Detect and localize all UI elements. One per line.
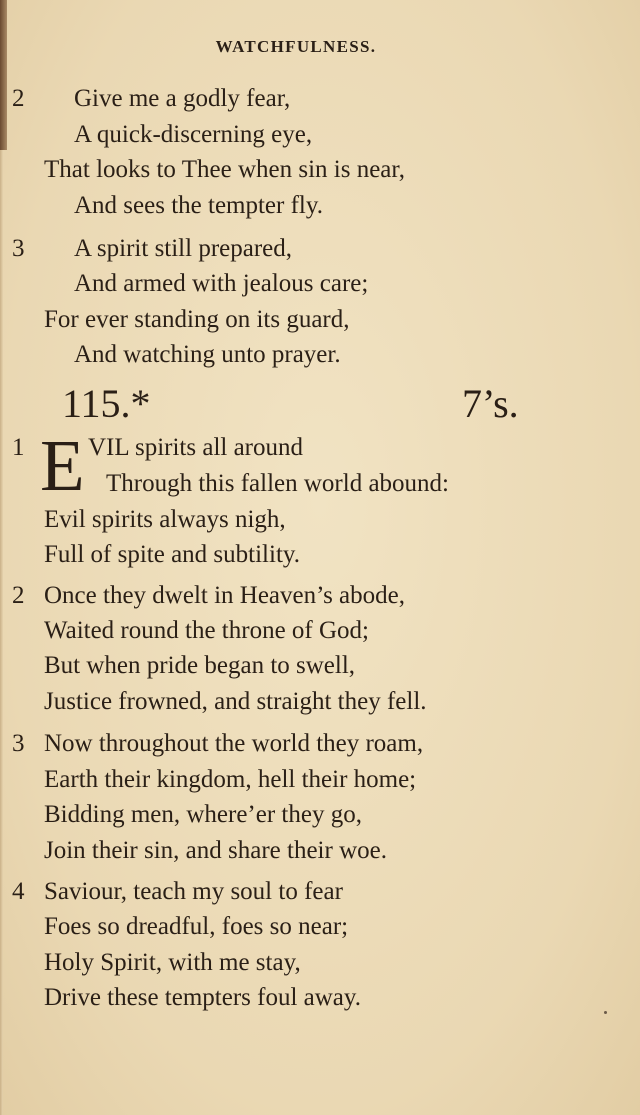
verse-line: And sees the tempter fly. xyxy=(74,192,323,219)
verse-line: Justice frowned, and straight they fell. xyxy=(44,688,427,715)
verse-line: Waited round the throne of God; xyxy=(44,617,369,644)
verse-line: That looks to Thee when sin is near, xyxy=(44,156,405,183)
verse-line: Evil spirits always nigh, xyxy=(44,506,286,533)
drop-cap: E xyxy=(40,425,85,506)
verse-line: Foes so dreadful, foes so near; xyxy=(44,913,349,940)
page-spine-shadow xyxy=(0,0,7,150)
verse-line: Saviour, teach my soul to fear xyxy=(44,878,343,905)
verse-line: A spirit still prepared, xyxy=(74,235,293,262)
verse-line: And watching unto prayer. xyxy=(74,341,341,368)
verse-line: Join their sin, and share their woe. xyxy=(44,837,387,864)
verse-line: Holy Spirit, with me stay, xyxy=(44,949,301,976)
stanza-number: 4 xyxy=(12,878,25,905)
hymn-number: 115.* xyxy=(62,381,151,426)
verse-line: And armed with jealous care; xyxy=(74,270,369,297)
verse-line: Earth their kingdom, hell their home; xyxy=(44,766,417,793)
stanza-number: 3 xyxy=(12,730,25,757)
verse-line: VIL spirits all around xyxy=(88,434,304,461)
running-header: WATCHFULNESS. xyxy=(215,37,377,56)
verse-line: A quick-discerning eye, xyxy=(74,121,313,148)
verse-line: Bidding men, where’er they go, xyxy=(44,801,362,828)
hymn-meter: 7’s. xyxy=(462,381,519,426)
verse-line: Once they dwelt in Heaven’s abode, xyxy=(44,582,405,609)
stanza-number: 3 xyxy=(12,235,25,262)
stanza-number: 2 xyxy=(12,85,25,112)
stanza-number: 1 xyxy=(12,434,25,461)
verse-line: Drive these tempters foul away. xyxy=(44,984,362,1011)
verse-line: For ever standing on its guard, xyxy=(44,306,350,333)
verse-line: Now throughout the world they roam, xyxy=(44,730,424,757)
page-edge-shadow xyxy=(0,150,3,1115)
verse-line: But when pride began to swell, xyxy=(44,652,356,679)
verse-line: Give me a godly fear, xyxy=(74,85,291,112)
verse-line: Full of spite and subtility. xyxy=(44,541,301,568)
paper-speck xyxy=(604,1011,607,1014)
verse-line: Through this fallen world abound: xyxy=(106,470,449,497)
stanza-number: 2 xyxy=(12,582,25,609)
